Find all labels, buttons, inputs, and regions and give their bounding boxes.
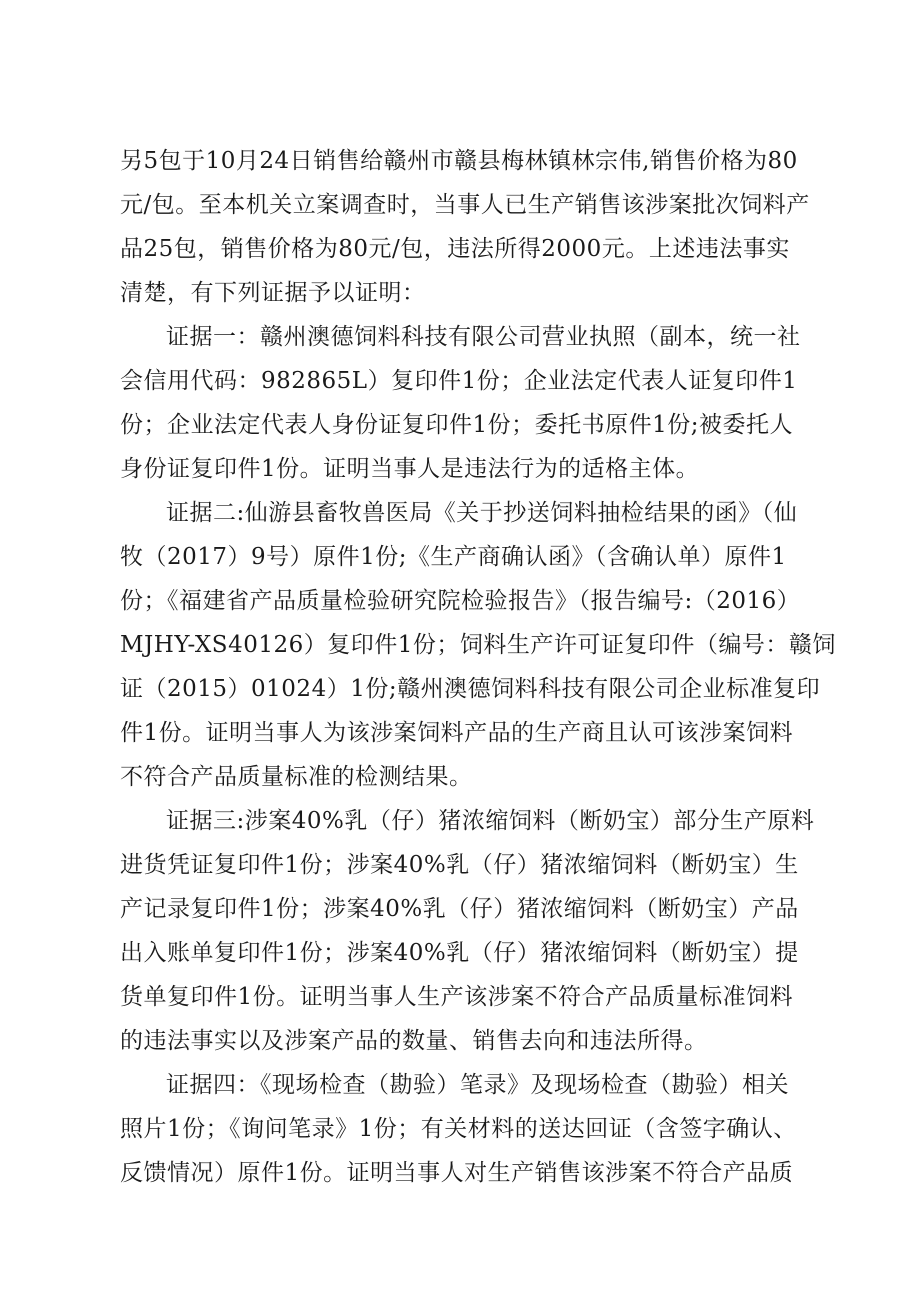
text-line: 份；企业法定代表人身份证复印件1份；委托书原件1份;被委托人 <box>120 412 794 438</box>
text-line: 照片1份；《询问笔录》1份；有关材料的送达回证（含签字确认、 <box>120 1116 797 1142</box>
text-line: 另5包于10月24日销售给赣州市赣县梅林镇林宗伟,销售价格为80 <box>120 148 798 174</box>
text-line: MJHY-XS40126）复印件1份；饲料生产许可证复印件（编号：赣饲 <box>120 632 836 658</box>
text-line: 不符合产品质量标准的检测结果。 <box>120 764 473 790</box>
text-line: 出入账单复印件1份；涉案40%乳（仔）猪浓缩饲料（断奶宝）提 <box>120 940 799 966</box>
text-line: 货单复印件1份。证明当事人生产该涉案不符合产品质量标准饲料 <box>120 984 794 1010</box>
text-line: 元/包。至本机关立案调查时，当事人已生产销售该涉案批次饲料产 <box>120 192 810 218</box>
text-line: 份；《福建省产品质量检验研究院检验报告》（报告编号:（2016） <box>120 588 801 614</box>
text-line: 会信用代码：982865L）复印件1份；企业法定代表人证复印件1 <box>120 368 798 394</box>
text-line: 证据二:仙游县畜牧兽医局《关于抄送饲料抽检结果的函》（仙 <box>166 500 798 526</box>
paragraph <box>120 139 810 315</box>
text-line: 证据三:涉案40%乳（仔）猪浓缩饲料（断奶宝）部分生产原料 <box>166 808 815 834</box>
text-line: 证据一：赣州澳德饲料科技有限公司营业执照（副本，统一社 <box>166 324 801 350</box>
text-line: 反馈情况）原件1份。证明当事人对生产销售该涉案不符合产品质 <box>120 1160 794 1186</box>
paragraph-evidence-4 <box>120 1063 810 1195</box>
text-line: 品25包，销售价格为80元/包，违法所得2000元。上述违法事实 <box>120 236 790 262</box>
paragraph-evidence-1 <box>120 315 810 491</box>
paragraph-evidence-2 <box>120 491 836 799</box>
text-line: 身份证复印件1份。证明当事人是违法行为的适格主体。 <box>120 456 700 482</box>
text-line: 证（2015）01024）1份;赣州澳德饲料科技有限公司企业标准复印 <box>120 676 821 702</box>
text-line: 进货凭证复印件1份；涉案40%乳（仔）猪浓缩饲料（断奶宝）生 <box>120 852 799 878</box>
text-line: 牧（2017）9号）原件1份;《生产商确认函》（含确认单）原件1 <box>120 544 787 570</box>
paragraph-evidence-3 <box>120 799 815 1063</box>
document-body <box>120 139 836 1195</box>
text-line: 证据四：《现场检查（勘验）笔录》及现场检查（勘验）相关 <box>166 1072 789 1098</box>
text-line: 产记录复印件1份；涉案40%乳（仔）猪浓缩饲料（断奶宝）产品 <box>120 896 799 922</box>
text-line: 件1份。证明当事人为该涉案饲料产品的生产商且认可该涉案饲料 <box>120 720 794 746</box>
text-line: 清楚，有下列证据予以证明： <box>120 280 426 306</box>
text-line: 的违法事实以及涉案产品的数量、销售去向和违法所得。 <box>120 1028 708 1054</box>
